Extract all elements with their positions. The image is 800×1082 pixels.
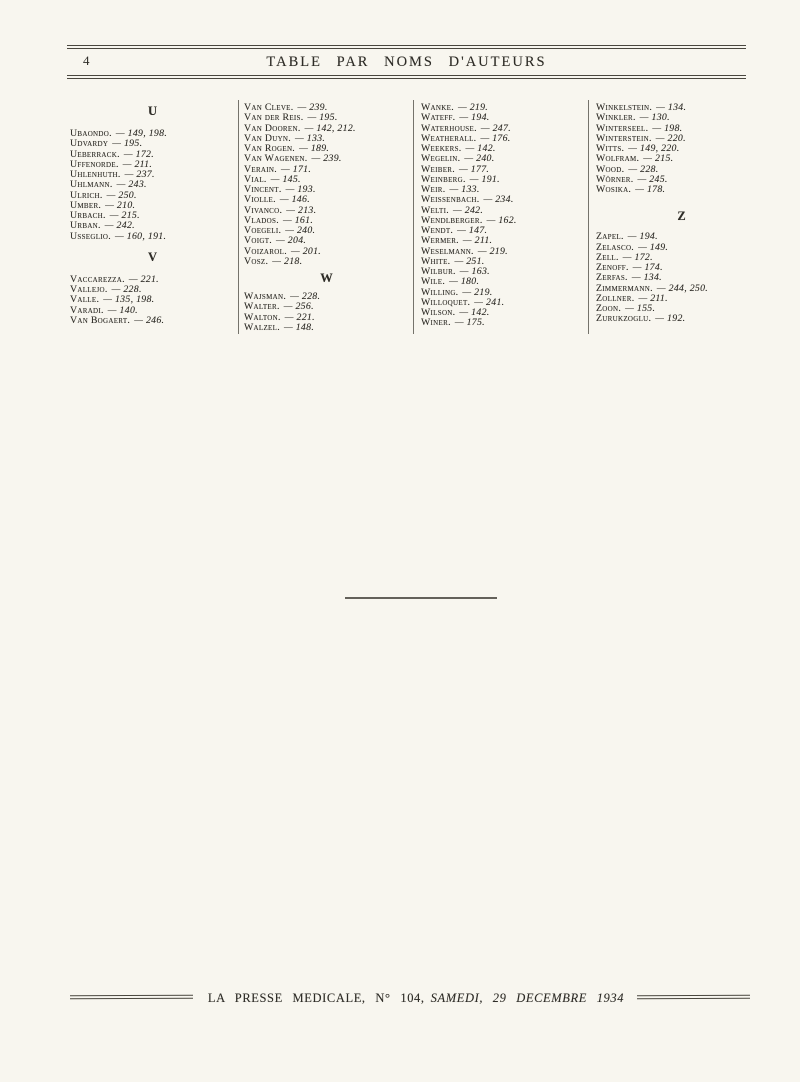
page-references: — 149, 198. [115, 128, 168, 139]
author-name: Vivanco. [244, 204, 283, 216]
page-references: — 175. [454, 317, 485, 329]
author-name: Willing. [421, 286, 459, 298]
page-references: — 198. [652, 122, 683, 134]
author-name: Urban. [70, 220, 101, 232]
author-name: Weissenbach. [421, 194, 480, 206]
author-name: Ubaondo. [70, 128, 112, 139]
footer-journal-issue: LA PRESSE MEDICALE, N° 104, [207, 990, 425, 1005]
index-entry [421, 318, 585, 328]
page-references: — 149, 220. [628, 143, 680, 154]
section-letter-heading: U [147, 104, 159, 118]
page-references: — 221. [128, 273, 159, 285]
author-name: Weselmann. [421, 245, 474, 257]
author-name: Wolfram. [596, 153, 640, 165]
author-name: Van Bogaert. [70, 314, 131, 326]
footer-imprint [196, 988, 636, 1008]
page-references: — 177. [459, 163, 490, 175]
page-references: — 142, 212. [304, 122, 356, 134]
author-name: Van Dooren. [244, 122, 301, 134]
author-name: Uhlenhuth. [70, 169, 121, 180]
index-column-2 [244, 98, 410, 333]
index-block [70, 250, 236, 326]
author-name: Winkler. [596, 112, 636, 124]
index-entry [596, 243, 768, 253]
section-letter-heading: V [147, 249, 159, 264]
page-references: — 147. [457, 225, 488, 236]
author-name: Wile. [421, 276, 446, 288]
section-letter-heading: Z [677, 209, 687, 224]
author-name: Vincent. [244, 184, 282, 195]
page-references: — 244, 250. [656, 282, 709, 294]
index-column-3 [421, 98, 585, 329]
author-name: Wood. [596, 163, 625, 175]
author-name: Wegelin. [421, 153, 461, 165]
header-bottom-double-rule [67, 75, 746, 79]
page-references: — 194. [627, 231, 658, 243]
page-references: — 145. [270, 173, 301, 185]
index-entry [70, 232, 236, 242]
index-entry [421, 175, 585, 185]
author-name: Zimmermann. [596, 282, 653, 294]
author-name: Voigt. [244, 235, 273, 247]
author-name: Winkelstein. [596, 102, 653, 113]
page-references: — 219. [457, 102, 489, 113]
author-name: Walton. [244, 311, 281, 323]
page-references: — 195. [112, 138, 143, 150]
footer [0, 988, 800, 1012]
page-references: — 239. [297, 102, 328, 113]
author-name: Varadi. [70, 304, 104, 316]
author-name: Wendlberger. [421, 214, 483, 226]
page-references: — 135, 198. [103, 294, 155, 306]
index-entry [244, 323, 410, 333]
page-references: — 148. [283, 321, 315, 333]
index-block [244, 271, 410, 333]
author-name: Voizarol. [244, 245, 287, 257]
page-references: — 195. [307, 112, 338, 124]
author-name: Wilbur. [421, 266, 456, 277]
page-references: — 211. [638, 292, 668, 304]
author-index [0, 98, 800, 338]
author-name: Violle. [244, 194, 276, 206]
page-references: — 149. [638, 241, 669, 253]
index-entry [596, 185, 768, 195]
author-name: Umber. [70, 199, 102, 211]
page-references: — 180. [449, 276, 480, 288]
author-name: Van der Reis. [244, 112, 304, 124]
page-references: — 134. [631, 272, 662, 284]
page-references: — 237. [124, 169, 155, 180]
author-name: Van Duyn. [244, 132, 292, 144]
author-name: Voegeli. [244, 225, 282, 236]
page-references: — 204. [276, 235, 307, 247]
page-references: — 242. [453, 204, 484, 216]
author-name: Van Cleve. [244, 102, 294, 113]
page-references: — 178. [635, 184, 666, 195]
author-name: Vial. [244, 173, 267, 185]
author-name: Willoquet. [421, 296, 471, 308]
page-references: — 161. [282, 214, 314, 226]
index-entry [421, 267, 585, 277]
author-name: Zerfas. [596, 272, 628, 284]
page-references: — 176. [480, 132, 511, 144]
index-block [596, 103, 768, 195]
page-number: 4 [83, 53, 90, 68]
author-name: Ueberrack. [70, 148, 120, 160]
index-column-1 [70, 98, 236, 326]
author-name: Wanke. [421, 102, 454, 113]
page-references: — 228. [111, 284, 142, 295]
index-entry [244, 257, 410, 267]
author-name: Winterseel. [596, 122, 649, 134]
author-name: Wendt. [421, 225, 454, 236]
author-name: Walzel. [244, 321, 280, 333]
section-end-rule [345, 597, 497, 599]
page-references: — 142. [465, 143, 496, 154]
index-column-4 [596, 98, 768, 325]
author-name: Wateff. [421, 112, 456, 124]
page-references: — 240. [464, 153, 495, 165]
page-references: — 247. [480, 122, 511, 134]
page-references: — 218. [272, 255, 303, 267]
page-references: — 133. [295, 132, 326, 144]
page-references: — 240. [285, 225, 316, 236]
page-references: — 213. [286, 204, 317, 216]
page-references: — 234. [483, 194, 514, 206]
page-references: — 228. [628, 163, 659, 175]
author-name: Zelasco. [596, 241, 635, 253]
footer-date: SAMEDI, 29 DECEMBRE 1934 [430, 990, 625, 1005]
page-references: — 239. [311, 153, 342, 165]
section-letter-heading: W [320, 271, 334, 285]
index-entry [596, 314, 768, 324]
author-name: Vallejo. [70, 284, 108, 295]
page-references: — 251. [454, 255, 485, 267]
page-references: — 134. [656, 102, 687, 113]
author-name: Zurukzoglu. [596, 313, 652, 325]
author-name: Vlados. [244, 214, 279, 226]
page-references: — 243. [116, 179, 147, 191]
column-divider [413, 100, 414, 334]
page-references: — 133. [449, 184, 480, 195]
page-references: — 211. [122, 158, 153, 170]
author-name: Udvardy [70, 138, 109, 150]
page-references: — 250. [106, 189, 137, 201]
author-name: Weir. [421, 184, 446, 195]
index-block [596, 209, 768, 324]
author-name: Vaccarezza. [70, 273, 125, 285]
author-name: Verain. [244, 163, 278, 175]
page-title: TABLE PAR NOMS D'AUTEURS [266, 53, 547, 70]
author-name: Uhlmann. [70, 179, 113, 191]
page-references: — 194. [459, 112, 490, 124]
page-references: — 155. [625, 303, 656, 314]
header [67, 49, 746, 75]
author-name: Usseglio. [70, 230, 112, 242]
author-name: Welti. [421, 204, 450, 216]
page-references: — 146. [279, 194, 310, 206]
page-references: — 242. [104, 220, 135, 232]
index-block [421, 103, 585, 329]
author-name: Wosika. [596, 184, 632, 195]
column-divider [588, 100, 589, 334]
author-name: Weatherall. [421, 132, 477, 144]
page-references: — 160, 191. [115, 230, 167, 242]
page-references: — 163. [459, 266, 490, 277]
page-references: — 174. [632, 262, 663, 273]
page-references: — 211. [462, 235, 493, 247]
column-divider [238, 100, 239, 334]
page-references: — 256. [283, 301, 314, 313]
footer-right-rule [637, 995, 750, 999]
author-name: Uffenorde. [70, 158, 119, 170]
author-name: Zollner. [596, 292, 635, 304]
page-references: — 189. [299, 143, 330, 154]
author-name: Winer. [421, 317, 451, 329]
page-references: — 192. [655, 313, 686, 325]
author-name: Winterstein. [596, 132, 652, 144]
page-references: — 142. [459, 307, 490, 318]
author-name: Van Rogen. [244, 143, 296, 154]
index-entry [244, 247, 410, 257]
author-name: White. [421, 255, 451, 267]
index-entry [244, 165, 410, 175]
page-references: — 172. [622, 251, 653, 263]
page-references: — 171. [281, 163, 312, 175]
page-references: — 210. [105, 199, 136, 211]
page-references: — 246. [134, 314, 165, 326]
index-entry [70, 316, 236, 326]
page-references: — 162. [486, 214, 517, 226]
author-name: Zoon. [596, 303, 622, 314]
index-entry [596, 294, 768, 304]
author-name: Wörner. [596, 173, 634, 185]
page-references: — 215. [109, 210, 140, 221]
author-name: Wajsman. [244, 291, 287, 302]
author-name: Walter. [244, 301, 280, 313]
author-name: Weiber. [421, 163, 456, 175]
author-name: Waterhouse. [421, 122, 477, 134]
page-references: — 219. [462, 286, 493, 298]
author-name: Zapel. [596, 231, 624, 243]
page-references: — 201. [290, 245, 322, 257]
page-references: — 215. [643, 153, 674, 165]
page-references: — 245. [637, 173, 668, 185]
author-name: Weinberg. [421, 173, 466, 185]
page-references: — 221. [284, 311, 315, 323]
page-references: — 172. [123, 148, 154, 160]
author-name: Zenoff. [596, 262, 629, 273]
author-name: Weekers. [421, 143, 462, 154]
page-references: — 241. [474, 296, 505, 308]
page-references: — 193. [285, 184, 316, 195]
index-block [244, 103, 410, 267]
author-name: Ulrich. [70, 189, 103, 201]
footer-left-rule [70, 995, 193, 1000]
page-references: — 130. [639, 112, 670, 124]
page-references: — 191. [469, 173, 500, 185]
index-block [70, 104, 236, 242]
author-name: Vosz. [244, 255, 269, 267]
page-references: — 220. [655, 132, 686, 144]
author-name: Wilson. [421, 307, 456, 318]
author-name: Zell. [596, 251, 619, 263]
author-name: Valle. [70, 294, 100, 306]
author-name: Wermer. [421, 235, 459, 247]
author-name: Witts. [596, 143, 625, 154]
author-name: Urbach. [70, 210, 106, 221]
page-references: — 140. [107, 304, 138, 316]
author-name: Van Wagenen. [244, 153, 308, 165]
page-references: — 228. [290, 291, 321, 302]
page-references: — 219. [477, 245, 508, 257]
